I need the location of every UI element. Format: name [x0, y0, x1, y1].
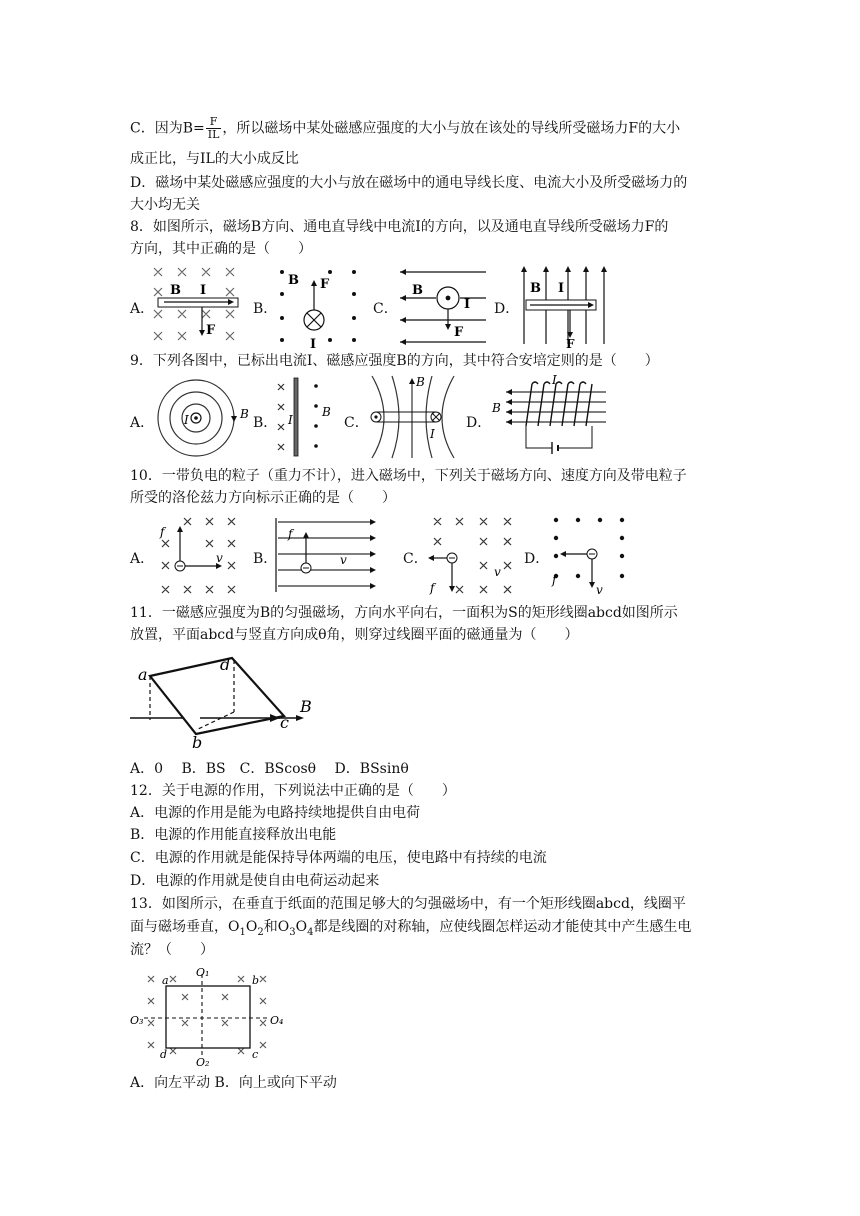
label-v: v: [340, 553, 347, 567]
text-d: O: [295, 919, 308, 935]
label-i: I: [288, 413, 293, 427]
label-b: B: [530, 281, 541, 296]
x-field-marks: [434, 518, 511, 593]
q10-option-c-label: C．: [403, 551, 428, 567]
q12-option-b: B．电源的作用能直接释放出电能: [130, 827, 337, 843]
q8-option-a-label: A．: [130, 301, 155, 317]
text-b: O: [245, 919, 258, 935]
label-d: d: [160, 1048, 168, 1061]
label-b: B: [416, 375, 425, 389]
label-v: v: [216, 551, 223, 565]
q12-option-c: C．电源的作用就是能保持导体两端的电压，使电路中有持续的电流: [130, 850, 547, 866]
label-a: a: [138, 665, 148, 684]
label-b-vertex: b: [192, 733, 203, 752]
label-d: d: [220, 655, 231, 674]
label-b: B: [170, 283, 181, 298]
q8-stem-line1: 8．如图所示，磁场B方向、通电直导线中电流I的方向，以及通电直导线所受磁场力F的: [130, 219, 669, 235]
label-a: a: [162, 974, 169, 987]
q10-figure-b: [274, 516, 378, 594]
label-o3: O₃: [130, 1014, 144, 1027]
q10-option-b-label: B．: [253, 551, 278, 567]
label-i: I: [552, 373, 557, 387]
label-b: B: [322, 405, 331, 419]
q13-coil-figure: [130, 964, 284, 1069]
text-a: 面与磁场垂直，O: [130, 919, 240, 935]
q8-figure-c: [396, 264, 488, 348]
label-f: F: [454, 325, 464, 340]
q9-figure-d: [490, 373, 608, 458]
label-b: B: [288, 273, 299, 288]
q11-stem-line1: 11．一磁感应强度为B的匀强磁场，方向水平向右，一面积为S的矩形线圈abcd如图所示: [130, 605, 678, 621]
q7-c-rest: ，所以磁场中某处磁感应强度的大小与放在该处的导线所受磁场力F的大小: [222, 120, 681, 137]
label-b: b: [252, 974, 260, 987]
q11-stem-line2: 放置，平面abcd与竖直方向成θ角，则穿过线圈平面的磁通量为（ ）: [130, 627, 579, 643]
frac-numerator: F: [206, 116, 222, 129]
q7-c-prefix: C．因为B=: [130, 120, 205, 137]
q8-figure-b: [274, 264, 364, 352]
label-f: F: [320, 277, 330, 292]
x-field-marks: [278, 384, 284, 450]
label-o1: O₁: [196, 966, 210, 979]
q7-option-c-line2: 成正比，与IL的大小成反比: [130, 151, 299, 167]
q8-option-b-label: B．: [253, 301, 278, 317]
q10-stem-line2: 所受的洛伦兹力方向标示正确的是（ ）: [130, 490, 396, 506]
label-c: c: [280, 713, 289, 732]
label-f: f: [288, 527, 293, 541]
q13-stem-line2: [130, 916, 691, 944]
q10-figure-a: [154, 514, 244, 598]
q7-option-d-line2: 大小均无关: [130, 197, 200, 213]
label-i: I: [184, 413, 189, 427]
q13-stem-line3: 流？（ ）: [130, 942, 214, 958]
frac-denominator: IL: [207, 128, 220, 141]
q7-option-c-line1: [130, 116, 680, 141]
label-b: B: [412, 283, 423, 298]
sub-1: 1: [239, 926, 246, 938]
sub-4: 4: [307, 926, 314, 938]
label-f: f: [552, 573, 557, 587]
q12-option-d: D．电源的作用就是使自由电荷运动起来: [130, 873, 380, 889]
sub-2: 2: [257, 926, 264, 938]
q8-figure-a: [150, 264, 250, 348]
sub-3: 3: [289, 926, 296, 938]
text-e: 都是线圈的对称轴，应使线圈怎样运动才能使其中产生感生电: [313, 919, 692, 935]
q8-option-d-label: D．: [494, 301, 520, 317]
q9-figure-b: [276, 376, 336, 458]
q9-option-d-label: D．: [466, 415, 492, 431]
q12-stem: 12．关于电源的作用，下列说法中正确的是（ ）: [130, 783, 456, 799]
label-o2: O₂: [196, 1056, 210, 1069]
text-c: 和O: [263, 919, 290, 935]
label-i: I: [464, 297, 471, 312]
fraction-f-over-il: [206, 116, 222, 141]
q10-figure-c: [428, 514, 518, 598]
q7-option-d-line1: D．磁场中某处磁感应强度的大小与放在磁场中的通电导线长度、电流大小及所受磁场力的: [130, 175, 688, 191]
label-i: I: [310, 337, 317, 352]
q10-figure-d: [548, 514, 630, 598]
label-b: B: [300, 697, 312, 716]
x-field-marks: [162, 518, 235, 593]
q8-figure-d: [516, 264, 608, 351]
label-o4: O₄: [270, 1014, 284, 1027]
label-f: F: [566, 337, 575, 351]
q8-stem-line2: 方向，其中正确的是（ ）: [130, 241, 312, 257]
q9-option-c-label: C．: [344, 415, 369, 431]
q8-option-c-label: C．: [373, 301, 398, 317]
label-i: I: [430, 427, 435, 441]
q10-stem-line1: 10．一带负电的粒子（重力不计），进入磁场中，下列关于磁场方向、速度方向及带电粒子: [130, 468, 687, 484]
q9-stem-line1: 9．下列各图中，已标出电流I、磁感应强度B的方向，其中符合安培定则的是（ ）: [130, 353, 659, 369]
label-i: I: [200, 283, 207, 298]
label-b: B: [492, 401, 501, 415]
label-b: B: [240, 407, 249, 421]
label-f: f: [430, 581, 435, 595]
label-f: F: [206, 323, 216, 338]
q9-figure-a: [148, 376, 248, 458]
solenoid-coil: [526, 382, 592, 426]
label-v: v: [596, 583, 603, 597]
label-f: f: [160, 525, 165, 539]
label-c: c: [252, 1048, 259, 1061]
q9-option-b-label: B．: [253, 415, 278, 431]
q13-stem-line1: 13．如图所示，在垂直于纸面的范围足够大的匀强磁场中，有一个矩形线圈abcd，线圈平: [130, 896, 686, 912]
q10-option-a-label: A．: [130, 551, 155, 567]
q9-option-a-label: A．: [130, 415, 155, 431]
q11-answer-options: A．0 B．BS C．BScosθ D．BSsinθ: [130, 761, 409, 777]
q13-answer-options: A．向左平动 B．向上或向下平动: [130, 1075, 337, 1091]
q11-coil-figure: [130, 650, 320, 750]
q9-figure-c: [366, 374, 462, 460]
label-i: I: [558, 281, 565, 296]
q12-option-a: A．电源的作用是能为电路持续地提供自由电荷: [130, 805, 421, 821]
q10-option-d-label: D．: [524, 551, 550, 567]
label-v: v: [494, 565, 501, 579]
dot-field-marks: [554, 518, 624, 578]
